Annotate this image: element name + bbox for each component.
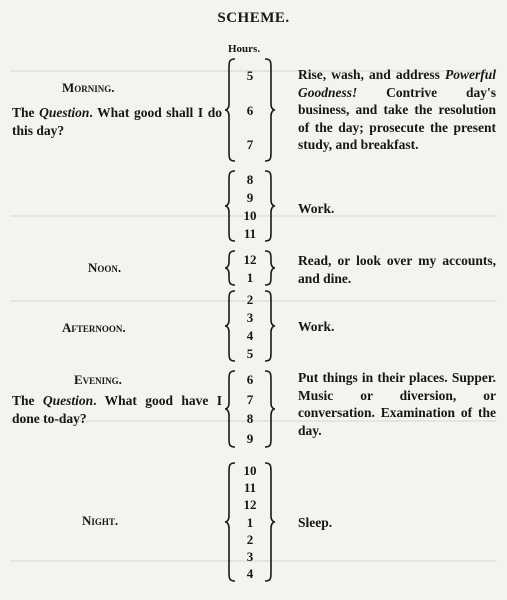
hour-brace bbox=[225, 58, 275, 162]
hour-number: 7 bbox=[246, 137, 254, 153]
hour-number: 3 bbox=[246, 548, 254, 564]
period-activity bbox=[298, 66, 496, 154]
hour-number: 11 bbox=[243, 225, 257, 241]
period-question bbox=[12, 392, 222, 428]
period-activity: Put things in their places. Supper. Music or diversion, or conversation. Examination of the day. bbox=[298, 370, 496, 438]
hour-number: 8 bbox=[246, 411, 254, 427]
hour-number: 6 bbox=[246, 102, 254, 118]
period-name: Noon. bbox=[88, 260, 122, 275]
hour-number: 10 bbox=[243, 207, 257, 223]
hour-brace bbox=[225, 250, 275, 286]
hour-number: 1 bbox=[246, 269, 254, 285]
hour-number: 1 bbox=[246, 514, 254, 530]
hour-number: 2 bbox=[246, 291, 254, 307]
hour-number: 6 bbox=[246, 372, 254, 388]
period-name: Night. bbox=[82, 513, 119, 528]
period-question bbox=[12, 104, 222, 140]
hour-number: 12 bbox=[243, 251, 257, 267]
period-name: Afternoon. bbox=[62, 320, 126, 335]
period-activity: Sleep. bbox=[298, 515, 333, 530]
question-prefix: The bbox=[12, 393, 43, 408]
page-title: SCHEME. bbox=[217, 10, 290, 26]
question-word: Question bbox=[42, 393, 94, 408]
activity-emphasis: Powerful Goodness! bbox=[298, 67, 496, 100]
hour-brace bbox=[225, 462, 275, 582]
activity-text: Contrive day's business, and take the resolution of the day; prosecute the present study, and breakfast. bbox=[298, 84, 496, 152]
period-activity: Read, or look over my accounts, and dine. bbox=[298, 253, 496, 286]
question-prefix: The bbox=[12, 105, 40, 120]
period-activity: Work. bbox=[298, 319, 335, 334]
hour-number: 8 bbox=[246, 171, 254, 187]
hour-brace bbox=[225, 370, 275, 448]
hour-number: 7 bbox=[246, 391, 254, 407]
question-text: . What good shall I do this day? bbox=[12, 105, 222, 138]
hours-column-header: Hours. bbox=[228, 43, 261, 55]
hour-number: 11 bbox=[243, 480, 257, 496]
hour-number: 2 bbox=[246, 531, 254, 547]
hour-number: 4 bbox=[246, 327, 254, 343]
hour-number: 9 bbox=[246, 189, 254, 205]
period-activity: Work. bbox=[298, 201, 335, 216]
hour-brace bbox=[225, 290, 275, 362]
hour-number: 3 bbox=[246, 309, 254, 325]
hour-number: 12 bbox=[243, 497, 257, 513]
question-text: . What good have I done to-day? bbox=[12, 393, 222, 426]
hour-number: 10 bbox=[243, 463, 257, 479]
period-name: Morning. bbox=[62, 80, 115, 95]
hour-number: 5 bbox=[246, 67, 254, 83]
hour-number: 5 bbox=[246, 345, 254, 361]
activity-text: Rise, wash, and address bbox=[298, 67, 445, 82]
period-name: Evening. bbox=[74, 372, 122, 387]
hour-brace bbox=[225, 170, 275, 242]
question-word: Question bbox=[39, 105, 90, 120]
hour-number: 9 bbox=[246, 430, 254, 446]
hour-number: 4 bbox=[246, 565, 254, 581]
